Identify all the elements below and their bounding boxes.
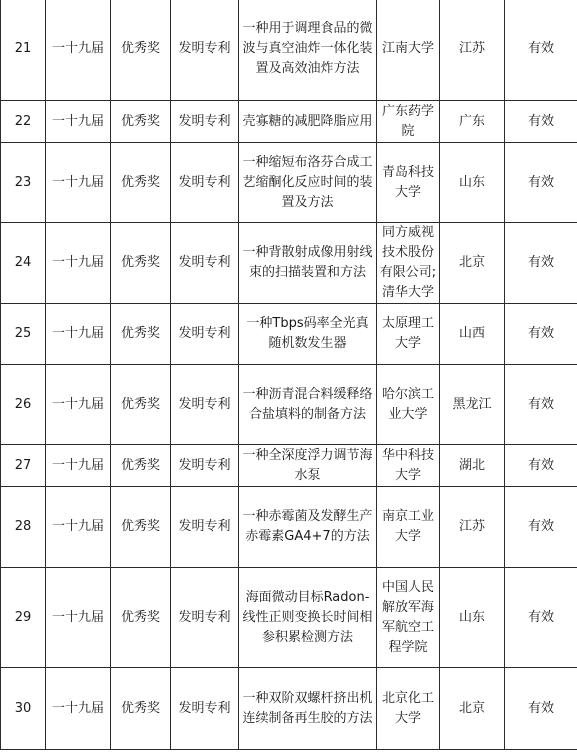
status-cell: 有效 bbox=[505, 445, 577, 487]
status-cell: 有效 bbox=[505, 143, 577, 223]
status-cell: 有效 bbox=[505, 568, 577, 668]
region-cell: 山西 bbox=[440, 304, 505, 365]
table-row bbox=[1, 568, 577, 668]
patent-title-cell: 一种沥青混合料缓释络合盐填料的制备方法 bbox=[239, 365, 377, 445]
table-row bbox=[1, 487, 577, 568]
status-cell: 有效 bbox=[505, 223, 577, 304]
patent-type-cell: 发明专利 bbox=[171, 365, 239, 445]
session-cell: 一十九届 bbox=[46, 143, 111, 223]
table-row bbox=[1, 668, 577, 750]
organization-cell: 华中科技大学 bbox=[377, 445, 440, 487]
award-cell: 优秀奖 bbox=[111, 223, 171, 304]
organization-cell: 太原理工大学 bbox=[377, 304, 440, 365]
status-cell: 有效 bbox=[505, 101, 577, 143]
row-number: 30 bbox=[1, 668, 46, 750]
patent-title-cell: 一种赤霉菌及发酵生产赤霉素GA4+7的方法 bbox=[239, 487, 377, 568]
award-cell: 优秀奖 bbox=[111, 0, 171, 101]
session-cell: 一十九届 bbox=[46, 668, 111, 750]
patent-title-cell: 一种Tbps码率全光真随机数发生器 bbox=[239, 304, 377, 365]
patent-type-cell: 发明专利 bbox=[171, 304, 239, 365]
region-cell: 江苏 bbox=[440, 487, 505, 568]
patent-title-cell: 一种全深度浮力调节海水泵 bbox=[239, 445, 377, 487]
region-cell: 黑龙江 bbox=[440, 365, 505, 445]
table-row bbox=[1, 304, 577, 365]
award-cell: 优秀奖 bbox=[111, 568, 171, 668]
patent-title-cell: 一种背散射成像用射线束的扫描装置和方法 bbox=[239, 223, 377, 304]
award-cell: 优秀奖 bbox=[111, 365, 171, 445]
patent-type-cell: 发明专利 bbox=[171, 0, 239, 101]
region-cell: 山东 bbox=[440, 143, 505, 223]
table-row bbox=[1, 101, 577, 143]
patent-type-cell: 发明专利 bbox=[171, 101, 239, 143]
region-cell: 北京 bbox=[440, 223, 505, 304]
session-cell: 一十九届 bbox=[46, 445, 111, 487]
session-cell: 一十九届 bbox=[46, 0, 111, 101]
award-cell: 优秀奖 bbox=[111, 445, 171, 487]
patent-title-cell: 壳寡糖的减肥降脂应用 bbox=[239, 101, 377, 143]
patent-title-cell: 一种用于调理食品的微波与真空油炸一体化装置及高效油炸方法 bbox=[239, 0, 377, 101]
session-cell: 一十九届 bbox=[46, 487, 111, 568]
row-number: 22 bbox=[1, 101, 46, 143]
row-number: 24 bbox=[1, 223, 46, 304]
patent-title-cell: 海面微动目标Radon-线性正则变换长时间相参积累检测方法 bbox=[239, 568, 377, 668]
region-cell: 山东 bbox=[440, 568, 505, 668]
table-row bbox=[1, 0, 577, 101]
table-row bbox=[1, 365, 577, 445]
award-cell: 优秀奖 bbox=[111, 668, 171, 750]
status-cell: 有效 bbox=[505, 0, 577, 101]
organization-cell: 江南大学 bbox=[377, 0, 440, 101]
organization-cell: 哈尔滨工业大学 bbox=[377, 365, 440, 445]
row-number: 23 bbox=[1, 143, 46, 223]
organization-cell: 同方威视技术股份有限公司;清华大学 bbox=[377, 223, 440, 304]
row-number: 27 bbox=[1, 445, 46, 487]
status-cell: 有效 bbox=[505, 487, 577, 568]
row-number: 26 bbox=[1, 365, 46, 445]
session-cell: 一十九届 bbox=[46, 101, 111, 143]
session-cell: 一十九届 bbox=[46, 304, 111, 365]
session-cell: 一十九届 bbox=[46, 223, 111, 304]
region-cell: 江苏 bbox=[440, 0, 505, 101]
row-number: 29 bbox=[1, 568, 46, 668]
organization-cell: 青岛科技大学 bbox=[377, 143, 440, 223]
row-number: 21 bbox=[1, 0, 46, 101]
session-cell: 一十九届 bbox=[46, 568, 111, 668]
session-cell: 一十九届 bbox=[46, 365, 111, 445]
award-cell: 优秀奖 bbox=[111, 487, 171, 568]
table-row bbox=[1, 143, 577, 223]
patent-type-cell: 发明专利 bbox=[171, 445, 239, 487]
organization-cell: 中国人民解放军海军航空工程学院 bbox=[377, 568, 440, 668]
status-cell: 有效 bbox=[505, 304, 577, 365]
patent-type-cell: 发明专利 bbox=[171, 668, 239, 750]
award-cell: 优秀奖 bbox=[111, 304, 171, 365]
region-cell: 广东 bbox=[440, 101, 505, 143]
award-cell: 优秀奖 bbox=[111, 143, 171, 223]
table-row bbox=[1, 445, 577, 487]
patent-type-cell: 发明专利 bbox=[171, 223, 239, 304]
status-cell: 有效 bbox=[505, 668, 577, 750]
region-cell: 湖北 bbox=[440, 445, 505, 487]
status-cell: 有效 bbox=[505, 365, 577, 445]
patent-type-cell: 发明专利 bbox=[171, 568, 239, 668]
award-cell: 优秀奖 bbox=[111, 101, 171, 143]
patent-title-cell: 一种双阶双螺杆挤出机连续制备再生胶的方法 bbox=[239, 668, 377, 750]
table-row bbox=[1, 223, 577, 304]
row-number: 25 bbox=[1, 304, 46, 365]
organization-cell: 北京化工大学 bbox=[377, 668, 440, 750]
patent-type-cell: 发明专利 bbox=[171, 143, 239, 223]
organization-cell: 南京工业大学 bbox=[377, 487, 440, 568]
patent-title-cell: 一种缩短布洛芬合成工艺缩酮化反应时间的装置及方法 bbox=[239, 143, 377, 223]
row-number: 28 bbox=[1, 487, 46, 568]
region-cell: 北京 bbox=[440, 668, 505, 750]
patent-type-cell: 发明专利 bbox=[171, 487, 239, 568]
organization-cell: 广东药学院 bbox=[377, 101, 440, 143]
